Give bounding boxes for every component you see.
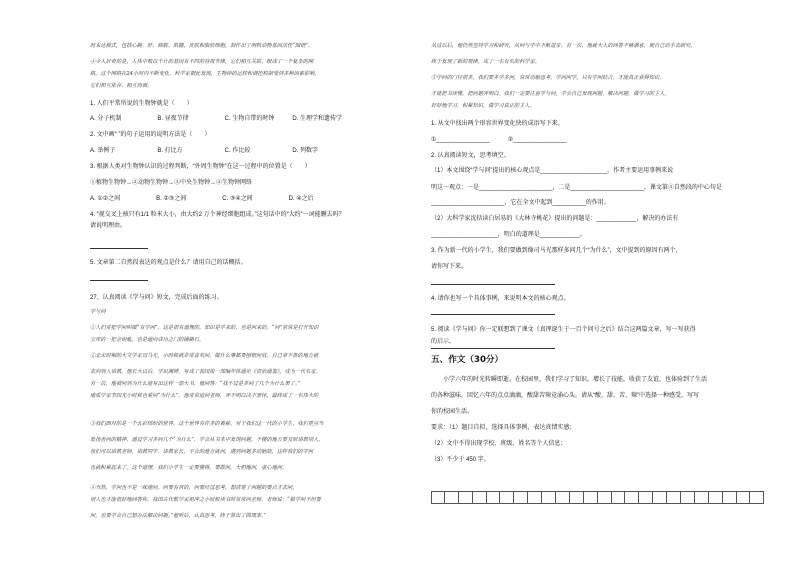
writing-cell[interactable] <box>598 491 612 504</box>
right-text-line: 你的校园生活。 <box>431 409 474 415</box>
left-text-line: 发扬善问的精神，通过学习多问几个“为什么”，学会从书本中发现问题。不懂的地方要及时请教别人， <box>90 437 324 443</box>
left-text-line: 去向别人请教。他长大以后，学识渊博，写成了我国第一部编年体通史《资治通鉴》，成为一代名家。 <box>90 369 321 375</box>
writing-cell[interactable] <box>695 491 709 504</box>
left-text-line: ④令人好奇的是，人体中数以千计的基因有不同的昼夜节律，它们相互关联，组成了一个复杂的网 <box>90 59 314 65</box>
writing-cell[interactable] <box>473 491 487 504</box>
writing-cell[interactable] <box>556 491 570 504</box>
answer-line <box>431 314 555 315</box>
answer-line <box>431 348 555 349</box>
left-text-line: ③我们面对的是一个五彩缤纷的世界。这个世界有许多的奥秘。对于我们这一代的小学生，我们更应当 <box>90 421 324 427</box>
left-text-line: 也就积累起来了。这个道理，我们小学生一定要懂得，要敢问，大胆地问，虚心地问。 <box>90 465 288 471</box>
right-text-line: 才能把书读懂，把问题弄明白。我们一定要注意学与问，学会自己发现问题、解决问题，做学习的主人。 <box>431 91 670 97</box>
left-text-line: 有一次，他被问到为什么能写出这样一部大书，他回答：“我不过是多问了几个为什么罢了。” <box>90 381 301 387</box>
writing-cell[interactable] <box>667 491 681 504</box>
writing-cell[interactable] <box>542 491 556 504</box>
right-text-line: ①________________ ②________________ <box>431 137 567 143</box>
right-text-line: 的各种滋味。回忆六年的点点滴滴，酸甜苦辣竟涌心头。请从“酸、甜、苦、辣”中选择一种感受，写写 <box>431 393 699 399</box>
writing-cell[interactable] <box>709 491 723 504</box>
writing-cell[interactable] <box>514 491 528 504</box>
right-text-line: 要求：（1）题目自拟，选择具体事例，表达真情实感； <box>431 425 576 431</box>
right-text-line: 2. 认真阅读短文，思考填空。 <box>431 153 510 159</box>
right-text-line: ______________________，它在全文中起到__________的作用。 <box>431 200 610 206</box>
writing-cell[interactable] <box>750 491 764 504</box>
left-text-line: 4. “视交叉上核只有1/1 粒米大小，由大约2 万个神经细胞组成。”这句话中的“大约”一词能删去吗？ <box>90 212 345 218</box>
left-text-line: 5. 文章第二自然段表达的观点是什么？请用自己的话概括。 <box>90 260 247 266</box>
writing-cell[interactable] <box>723 491 737 504</box>
left-text-line: 络，这个网络在24小时内不断变化。科学家据此发现，生物钟的运转和调控机制受到多种因素影响， <box>90 71 320 77</box>
writing-cell[interactable] <box>681 491 695 504</box>
writing-cell[interactable] <box>487 491 501 504</box>
left-text-line: 地质学家李四光小时候也爱问“为什么”，他常常追问老师，弄不明白决不罢休，最终成了一名伟大的 <box>90 393 319 399</box>
writing-cell[interactable] <box>653 491 667 504</box>
left-text-line: 1. 人们平常所说的生物钟就是（ ） <box>90 101 193 107</box>
left-text-line: ①人们常把学问叫做“有学问”，这是很有道理的。知识是学来的，也是问来的。“问”常常是打开知识 <box>90 325 319 331</box>
left-text-line: 别人也才能很好地回答你。我国古代数学家祖冲之小时候读书时常常问老师，老师说：“做学问不但要 <box>90 497 321 503</box>
left-text-line: A. 举例子 B. 打比方 C. 作比较 D. 列数字 <box>90 148 319 154</box>
left-text-line: 时来达模式，包括心跳、肝、肺脏、肌腱、皮肤和脂肪细胞，制作出了明机动物基因活性“图谱”。 <box>90 43 314 49</box>
right-text-line: 1. 从文中找出两个形容世界变化快的成语写下来。 <box>431 121 564 127</box>
writing-cell[interactable] <box>570 491 584 504</box>
right-text-line: 小学六年的时光转瞬即逝。在校园里，我们学习了知识，增长了技能，收获了友谊，也体验到了生活 <box>431 377 708 383</box>
writing-cell[interactable] <box>612 491 626 504</box>
right-text-line: （1）本文围绕“学与问”提出的核心观点是____________________，作者主要运用事例来说 <box>431 168 674 174</box>
answer-line <box>90 248 148 249</box>
left-text-line: 问，也要学会自己想办法解决问题。”他听后，认真思考，终于算出了圆周率。” <box>90 513 267 519</box>
left-text-line: 它们相互依存、相互协调。 <box>90 83 153 89</box>
left-text-line: A. ①②之间 B. ②③之间 C. ③④之间 D. ④之后 <box>90 196 314 202</box>
answer-line <box>90 280 148 281</box>
left-text-line: ④当然，学问也不是一味地问。问要有目的，问要经过思考，想清楚了问题的要点才去问， <box>90 485 298 491</box>
right-text-line: 4. 请你也写一个具体事例，来说明本文的核心观点。 <box>431 296 570 302</box>
right-text-line: 明这一观点：一是______________________，二是______________________，课文第④自然段的中心句是 <box>431 185 722 191</box>
left-text-line: ①植物生物钟→②动物生物钟→③中央生物钟→④生物钟网络 <box>90 180 253 186</box>
right-text-line: 好好地学习，积累知识，做学习真正的主人。 <box>431 103 535 109</box>
left-text-line: 学与问 <box>90 309 106 315</box>
left-text-line: A. 分子机制 B. 昼夜节律 C. 生物自带的时钟 D. 生理学和遗传学 <box>90 116 343 122</box>
right-text-line: ⑤学问的门径很多，我们要多学多问，常常动脑思考。学问问学，只有学问结合，才能真正获得知识， <box>431 75 665 81</box>
left-text-line: 宝库的一把金钥匙，也是通向成功之门的铺路石。 <box>90 337 205 343</box>
composition-grid <box>431 491 764 504</box>
left-text-line: 请说明理由。 <box>90 223 127 229</box>
right-text-line: （3）不少于 450 字。 <box>431 457 490 463</box>
writing-cell[interactable] <box>639 491 653 504</box>
writing-cell[interactable] <box>500 491 514 504</box>
right-text-line: ____________________，明白的道理是____________。 <box>431 232 586 238</box>
right-text-line: 终于发现了新的规律，成了一名有名的科学家。 <box>431 59 540 65</box>
right-text-line: （2）大科学家沈括读白居易的《大林寺桃花》提出的问题是：____________，解决的办法有 <box>431 216 679 222</box>
right-text-line: 3. 作为新一代的小学生，我们要做到像司马光那样多问几个“为什么”，文中提到的原因有两个， <box>431 248 682 254</box>
right-text-line: 5. 阅读《学与问》你一定联想到了课文《真理诞生于一百个问号之后》结合这两篇文章，写一写获得 <box>431 327 696 333</box>
writing-cell[interactable] <box>431 491 445 504</box>
left-text-line: 我们可以请教老师，请教同学，请教家长，不会的地方就问，遇到问题多动脑筋，这样我们的学问 <box>90 449 314 455</box>
writing-cell[interactable] <box>737 491 751 504</box>
writing-cell[interactable] <box>584 491 598 504</box>
right-text-line: 五、作文（30分） <box>431 355 504 365</box>
writing-cell[interactable] <box>528 491 542 504</box>
left-text-line: 3. 根据人类对生物钟认识的过程判断，“外周生物钟”在这一过程中的位置是（ ） <box>90 164 311 170</box>
left-text-line: 2. 文中画“ ”的句子运用的说明方法是（ ） <box>90 132 211 138</box>
left-text-line: 27、认真阅读《学与问》短文，完成后面的练习。 <box>90 295 223 301</box>
answer-line <box>431 284 555 285</box>
right-text-line: 请你写下来。 <box>431 264 468 270</box>
writing-cell[interactable] <box>459 491 473 504</box>
left-text-line: ②北宋时期的大文学家司马光，小时候就非常喜欢问。做什么事都要刨根问底，自己拿不准的地方就 <box>90 353 319 359</box>
writing-cell[interactable] <box>445 491 459 504</box>
right-text-line: （2）文中不得出现学校、班级、姓名等个人信息； <box>431 441 567 447</box>
writing-cell[interactable] <box>625 491 639 504</box>
right-text-line: 的启示。 <box>431 339 456 345</box>
right-text-line: 从这以后，他仍然坚持学习和研究，从问与学中不断进步。有一次，他就大人的回答不够满意，便自己动手去研究， <box>431 43 696 49</box>
